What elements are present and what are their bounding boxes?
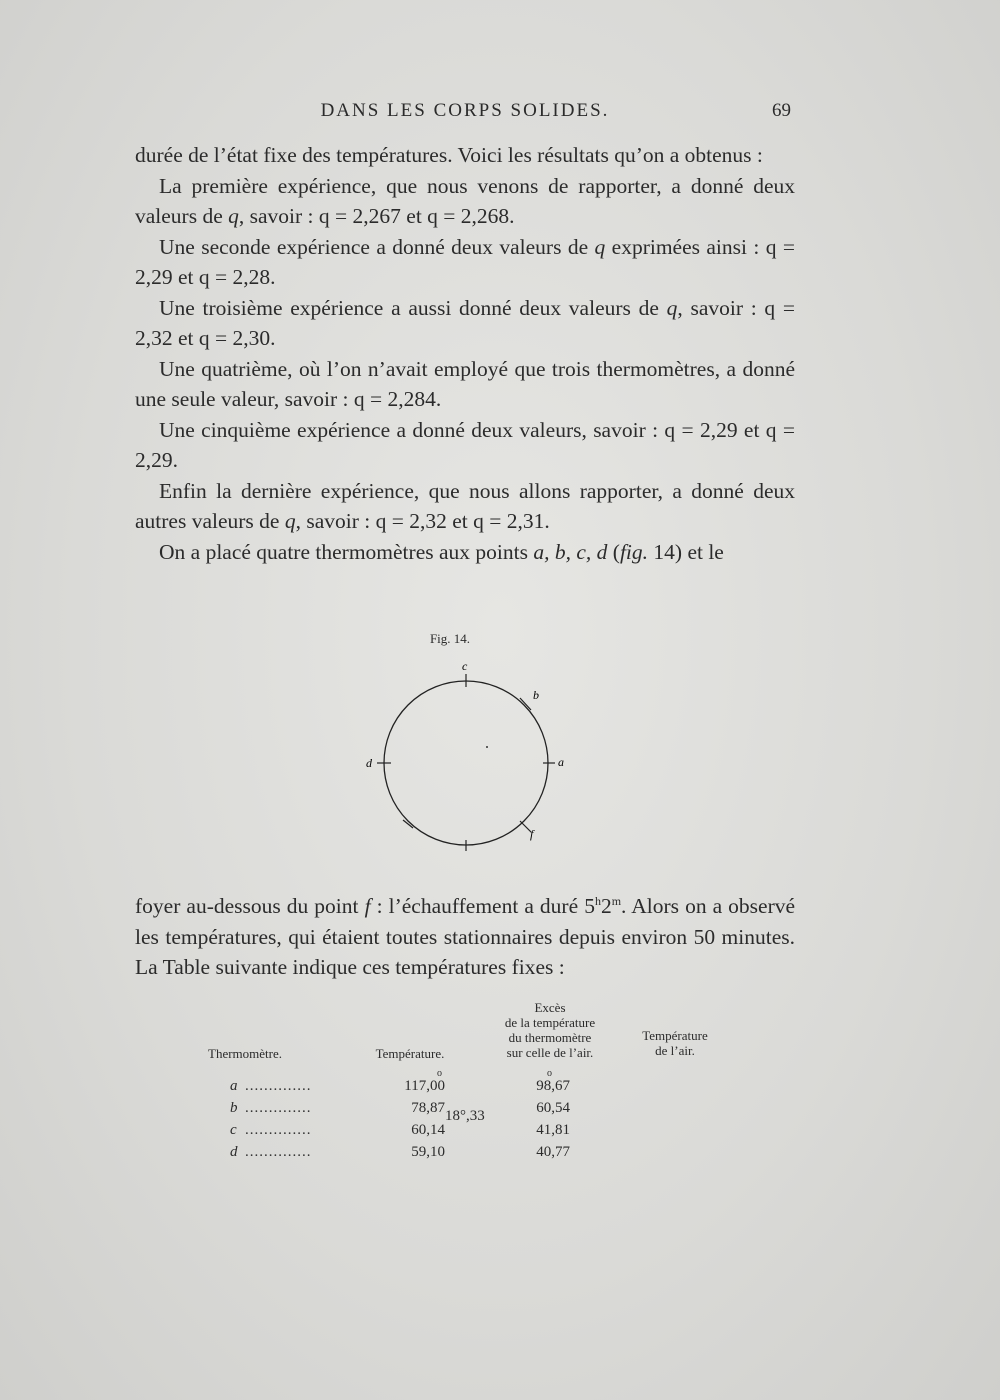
col-header-thermometre: Thermomètre.: [208, 1046, 282, 1061]
mark-b: [520, 698, 531, 710]
label-a: a: [558, 755, 564, 769]
label-f: f: [530, 827, 534, 841]
paragraph-6: Une cinquième expérience a donné deux valeurs, savoir : q = 2,29 et q = 2,29.: [135, 417, 795, 472]
figure-caption: Fig. 14.: [429, 631, 471, 646]
paragraph-3: Une seconde expérience a donné deux valeurs de q exprimées ainsi : q = 2,29 et q = 2,28.: [135, 234, 796, 289]
paragraph-2: La première expérience, que nous venons de rapporter, a donné deux valeurs de q, savoir : q = 2,267 et q = 2,268.: [135, 173, 795, 228]
col-header-air: Température de l’air.: [642, 1028, 708, 1058]
air-temperature-value: 18°,33: [445, 1108, 485, 1124]
table-row: d .............. 59,10 40,77: [230, 1144, 570, 1160]
label-c: c: [462, 660, 468, 673]
center-dot: [486, 746, 488, 748]
page-number: 69: [772, 100, 791, 121]
paragraph-1: durée de l’état fixe des températures. Voici les résultats qu’on a obtenus :: [135, 143, 763, 167]
paragraph-4: Une troisième expérience a aussi donné deux valeurs de q, savoir : q = 2,32 et q = 2,30.: [135, 295, 795, 350]
running-title: DANS LES CORPS SOLIDES.: [320, 100, 610, 121]
degree-mark-exces: o: [547, 1068, 552, 1079]
degree-mark-temp: o: [437, 1068, 442, 1079]
table-row: c .............. 60,14 41,81: [230, 1122, 570, 1138]
paragraph-8: On a placé quatre thermomètres aux points a, b, c, d (fig. 14) et le: [159, 539, 724, 564]
circle-diagram: [355, 660, 575, 860]
ring-circle: [384, 681, 548, 845]
paragraph-9: foyer au-dessous du point f : l’échauffement a duré 5$^h$2$^m$. Alors on a observé les températures, qui étaient toutes stationnaires depuis environ 50 minutes. La Table suivante indique ces températures fixes :: [135, 894, 796, 980]
body-text-2: [135, 886, 795, 983]
running-header: [135, 100, 795, 132]
figure-14: [355, 660, 575, 860]
col-header-temperature: Température.: [375, 1046, 445, 1061]
body-text: [135, 140, 795, 567]
col-header-exces: Excès de la température du thermomètre sur celle de l’air.: [504, 1000, 596, 1060]
label-d: d: [366, 756, 372, 770]
label-b: b: [533, 688, 539, 702]
paragraph-5: Une quatrième, où l’on n’avait employé que trois thermomètres, a donné une seule valeur, savoir : q = 2,284.: [135, 356, 795, 411]
table-row: b .............. 78,87 60,54: [230, 1100, 570, 1116]
paragraph-7: Enfin la dernière expérience, que nous allons rapporter, a donné deux autres valeurs de q, savoir : q = 2,32 et q = 2,31.: [135, 478, 795, 533]
table-row: a .............. 117,00 98,67: [230, 1078, 570, 1094]
